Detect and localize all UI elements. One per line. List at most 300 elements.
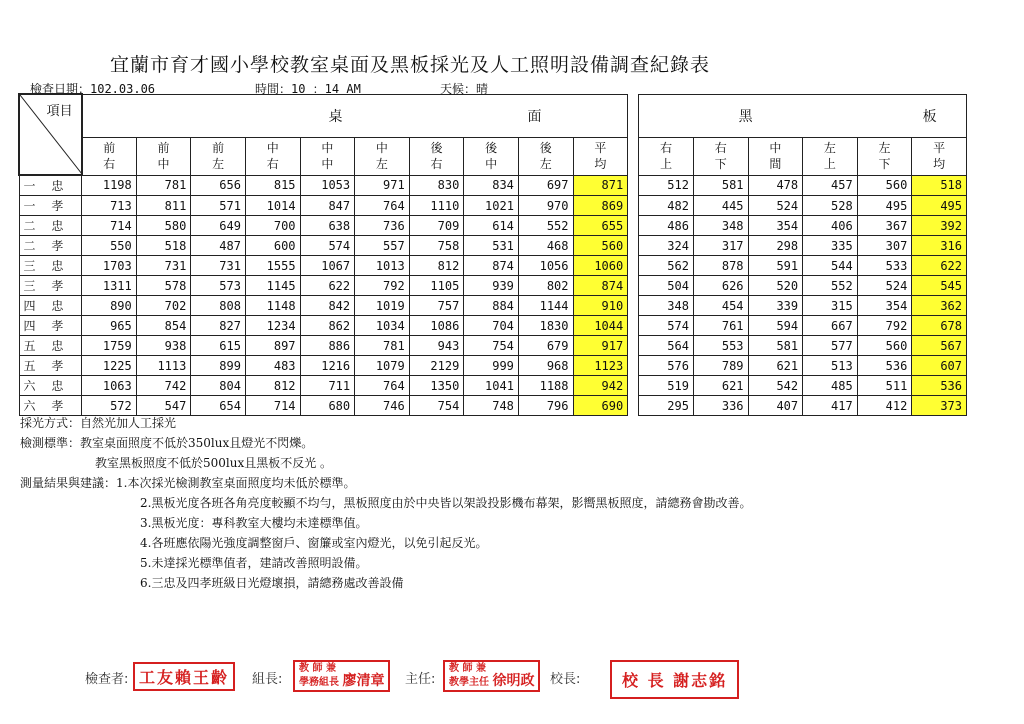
board-value-cell: 761 — [693, 316, 748, 336]
desk-value-cell: 970 — [518, 196, 573, 216]
board-value-cell: 576 — [639, 356, 694, 376]
table-row — [19, 175, 967, 196]
board-value-cell: 504 — [639, 276, 694, 296]
desk-value-cell: 600 — [245, 236, 300, 256]
desk-value-cell: 792 — [355, 276, 410, 296]
board-value-cell: 417 — [803, 396, 858, 416]
desk-value-cell: 971 — [355, 175, 410, 196]
desk-col-header-char: 右 — [266, 157, 279, 171]
suggestion-2: 2.黑板光度各班各角亮度較顯不均勻，黑板照度由於中央皆以架設投影機布幕架，影嚮黑板照度，請總務會勘改善。 — [140, 496, 752, 510]
desk-value-cell: 1013 — [355, 256, 410, 276]
board-value-cell: 512 — [639, 175, 694, 196]
board-value-cell: 581 — [748, 336, 803, 356]
desk-value-cell: 943 — [409, 336, 464, 356]
board-value-cell: 878 — [693, 256, 748, 276]
desk-average-cell: 690 — [573, 396, 628, 416]
board-value-cell: 544 — [803, 256, 858, 276]
desk-value-cell: 781 — [136, 175, 191, 196]
leader-stamp-name: 廖清章 — [342, 673, 385, 689]
desk-value-cell: 714 — [82, 216, 137, 236]
leader-stamp-top: 教 師 兼 — [299, 663, 336, 674]
board-average-cell: 392 — [912, 216, 967, 236]
board-average-cell: 622 — [912, 256, 967, 276]
director-stamp-top: 教 師 兼 — [449, 663, 486, 674]
board-average-cell: 678 — [912, 316, 967, 336]
desk-value-cell: 1105 — [409, 276, 464, 296]
board-col-header-char: 均 — [933, 157, 946, 171]
board-value-cell: 324 — [639, 236, 694, 256]
desk-value-cell: 1079 — [355, 356, 410, 376]
section-gap-cell — [628, 216, 639, 236]
desk-col-header — [355, 137, 410, 175]
desk-value-cell: 781 — [355, 336, 410, 356]
desk-col-header-char: 後 — [485, 141, 498, 155]
inspection-weather: 天候：晴 — [440, 82, 489, 96]
class-name-cell: 三 忠 — [19, 256, 82, 276]
board-value-cell: 317 — [693, 236, 748, 256]
desk-average-cell: 1060 — [573, 256, 628, 276]
table-body — [19, 175, 967, 416]
desk-value-cell: 939 — [464, 276, 519, 296]
desk-value-cell: 1225 — [82, 356, 137, 376]
board-value-cell: 626 — [693, 276, 748, 296]
board-average-cell: 316 — [912, 236, 967, 256]
board-value-cell: 560 — [857, 175, 912, 196]
desk-value-cell: 854 — [136, 316, 191, 336]
desk-value-cell: 758 — [409, 236, 464, 256]
board-title-a: 黑 — [738, 108, 753, 125]
table-row — [19, 296, 967, 316]
desk-value-cell: 680 — [300, 396, 355, 416]
board-value-cell: 315 — [803, 296, 858, 316]
section-gap-cell — [628, 256, 639, 276]
board-col-header-char: 間 — [769, 157, 782, 171]
desk-average-cell: 917 — [573, 336, 628, 356]
board-value-cell: 581 — [693, 175, 748, 196]
board-value-cell: 533 — [857, 256, 912, 276]
desk-value-cell: 468 — [518, 236, 573, 256]
desk-value-cell: 1145 — [245, 276, 300, 296]
table-row — [19, 356, 967, 376]
principal-stamp: 校 長 謝志銘 — [610, 660, 739, 699]
inspection-date: 檢查日期：102.03.06 — [30, 82, 156, 96]
board-value-cell: 335 — [803, 236, 858, 256]
desk-value-cell: 1021 — [464, 196, 519, 216]
desk-average-cell: 874 — [573, 276, 628, 296]
principal-label: 校長: — [550, 672, 581, 687]
desk-value-cell: 842 — [300, 296, 355, 316]
desk-value-cell: 748 — [464, 396, 519, 416]
desk-col-header — [82, 137, 137, 175]
desk-value-cell: 580 — [136, 216, 191, 236]
desk-value-cell: 531 — [464, 236, 519, 256]
desk-value-cell: 968 — [518, 356, 573, 376]
board-col-header-char: 左 — [823, 141, 836, 155]
board-value-cell: 542 — [748, 376, 803, 396]
desk-average-cell: 910 — [573, 296, 628, 316]
table-row — [19, 316, 967, 336]
desk-value-cell: 890 — [82, 296, 137, 316]
board-average-cell: 545 — [912, 276, 967, 296]
desk-value-cell: 547 — [136, 396, 191, 416]
board-value-cell: 298 — [748, 236, 803, 256]
board-value-cell: 524 — [748, 196, 803, 216]
desk-value-cell: 897 — [245, 336, 300, 356]
board-value-cell: 574 — [639, 316, 694, 336]
desk-value-cell: 731 — [191, 256, 246, 276]
board-value-cell: 792 — [857, 316, 912, 336]
desk-value-cell: 700 — [245, 216, 300, 236]
table-row — [19, 196, 967, 216]
board-average-cell: 567 — [912, 336, 967, 356]
desk-title-b: 面 — [527, 108, 542, 125]
desk-value-cell: 884 — [464, 296, 519, 316]
desk-value-cell: 862 — [300, 316, 355, 336]
board-value-cell: 339 — [748, 296, 803, 316]
desk-col-header-char: 中 — [321, 141, 334, 155]
class-name-cell: 四 孝 — [19, 316, 82, 336]
board-value-cell: 536 — [857, 356, 912, 376]
desk-col-header-char: 後 — [539, 141, 552, 155]
desk-value-cell: 804 — [191, 376, 246, 396]
column-header-row — [19, 137, 967, 175]
desk-value-cell: 757 — [409, 296, 464, 316]
board-col-header-char: 左 — [878, 141, 891, 155]
board-value-cell: 348 — [693, 216, 748, 236]
section-gap-cell — [628, 356, 639, 376]
board-title-b: 板 — [922, 108, 937, 125]
desk-average-cell: 942 — [573, 376, 628, 396]
desk-value-cell: 796 — [518, 396, 573, 416]
desk-value-cell: 899 — [191, 356, 246, 376]
board-value-cell: 513 — [803, 356, 858, 376]
board-value-cell: 511 — [857, 376, 912, 396]
suggestion-3: 3.黑板光度：專科教室大樓均未達標準值。 — [140, 516, 368, 530]
desk-col-header-char: 均 — [594, 157, 607, 171]
leader-stamp — [293, 660, 390, 692]
inspector-stamp: 工友賴王齡 — [133, 662, 235, 691]
board-value-cell: 336 — [693, 396, 748, 416]
desk-average-cell: 869 — [573, 196, 628, 216]
desk-value-cell: 1148 — [245, 296, 300, 316]
board-value-cell: 667 — [803, 316, 858, 336]
director-stamp-name: 徐明政 — [492, 673, 535, 689]
desk-col-header-char: 前 — [212, 141, 225, 155]
desk-col-header-char: 後 — [430, 141, 443, 155]
director-label: 主任: — [405, 672, 436, 687]
desk-value-cell: 704 — [464, 316, 519, 336]
notes-section — [20, 413, 751, 593]
desk-value-cell: 764 — [355, 196, 410, 216]
corner-label: 項目 — [46, 104, 73, 119]
desk-value-cell: 1053 — [300, 175, 355, 196]
board-col-header — [748, 137, 803, 175]
class-name-cell: 一 孝 — [19, 196, 82, 216]
board-col-header — [912, 137, 967, 175]
desk-value-cell: 830 — [409, 175, 464, 196]
board-average-cell: 362 — [912, 296, 967, 316]
desk-col-header-char: 左 — [539, 157, 552, 171]
suggestion-1-row — [20, 473, 751, 493]
board-value-cell: 528 — [803, 196, 858, 216]
suggestion-1: 1.本次採光檢測教室桌面照度均未低於標準。 — [116, 476, 356, 490]
desk-average-cell: 560 — [573, 236, 628, 256]
desk-value-cell: 2129 — [409, 356, 464, 376]
class-name-cell: 五 孝 — [19, 356, 82, 376]
desk-value-cell: 615 — [191, 336, 246, 356]
board-value-cell: 486 — [639, 216, 694, 236]
desk-value-cell: 1311 — [82, 276, 137, 296]
desk-value-cell: 702 — [136, 296, 191, 316]
desk-value-cell: 483 — [245, 356, 300, 376]
board-average-cell: 607 — [912, 356, 967, 376]
desk-value-cell: 764 — [355, 376, 410, 396]
desk-value-cell: 834 — [464, 175, 519, 196]
corner-header-cell — [19, 94, 82, 175]
board-value-cell: 562 — [639, 256, 694, 276]
desk-col-header-char: 中 — [375, 141, 388, 155]
table-row — [19, 236, 967, 256]
board-value-cell: 552 — [803, 276, 858, 296]
section-gap-cell — [628, 175, 639, 196]
desk-value-cell: 1110 — [409, 196, 464, 216]
desk-value-cell: 812 — [245, 376, 300, 396]
board-col-header-char: 下 — [878, 157, 891, 171]
director-stamp — [443, 660, 540, 692]
section-gap-cell — [628, 296, 639, 316]
board-value-cell: 591 — [748, 256, 803, 276]
table-row — [19, 276, 967, 296]
desk-col-header — [464, 137, 519, 175]
desk-col-header-char: 右 — [430, 157, 443, 171]
signature-area — [0, 660, 1024, 700]
board-value-cell: 295 — [639, 396, 694, 416]
desk-value-cell: 697 — [518, 175, 573, 196]
lighting-method: 採光方式：自然光加人工採光 — [20, 416, 177, 430]
board-value-cell: 520 — [748, 276, 803, 296]
class-name-cell: 六 忠 — [19, 376, 82, 396]
class-name-cell: 二 孝 — [19, 236, 82, 256]
class-name-cell: 二 忠 — [19, 216, 82, 236]
table-row — [19, 216, 967, 236]
section-gap-cell — [628, 276, 639, 296]
desk-col-header — [300, 137, 355, 175]
desk-col-header — [409, 137, 464, 175]
desk-col-header — [573, 137, 628, 175]
desk-col-header-char: 左 — [375, 157, 388, 171]
board-value-cell: 789 — [693, 356, 748, 376]
desk-value-cell: 1019 — [355, 296, 410, 316]
board-value-cell: 577 — [803, 336, 858, 356]
class-name-cell: 三 孝 — [19, 276, 82, 296]
board-value-cell: 457 — [803, 175, 858, 196]
desk-value-cell: 811 — [136, 196, 191, 216]
board-value-cell: 354 — [857, 296, 912, 316]
board-value-cell: 406 — [803, 216, 858, 236]
desk-title-a: 桌 — [328, 108, 343, 125]
section-header-row — [19, 94, 967, 137]
suggestion-6: 6.三忠及四孝班級日光燈壞損，請總務處改善設備 — [140, 576, 404, 590]
desk-value-cell: 1703 — [82, 256, 137, 276]
desk-value-cell: 1188 — [518, 376, 573, 396]
board-value-cell: 621 — [748, 356, 803, 376]
desk-value-cell: 874 — [464, 256, 519, 276]
desk-value-cell: 1063 — [82, 376, 137, 396]
class-name-cell: 五 忠 — [19, 336, 82, 356]
desk-section-header — [82, 94, 628, 137]
desk-col-header-char: 中 — [321, 157, 334, 171]
standard-desk: 檢測標準：教室桌面照度不低於350lux且燈光不閃爍。 — [20, 436, 314, 450]
desk-average-cell: 871 — [573, 175, 628, 196]
leader-label: 組長: — [252, 672, 283, 687]
section-gap-cell — [628, 316, 639, 336]
desk-value-cell: 1555 — [245, 256, 300, 276]
desk-value-cell: 808 — [191, 296, 246, 316]
board-col-header — [639, 137, 694, 175]
desk-value-cell: 1759 — [82, 336, 137, 356]
desk-value-cell: 1198 — [82, 175, 137, 196]
board-value-cell: 445 — [693, 196, 748, 216]
board-value-cell: 367 — [857, 216, 912, 236]
board-value-cell: 564 — [639, 336, 694, 356]
section-gap-cell — [628, 236, 639, 256]
desk-value-cell: 654 — [191, 396, 246, 416]
board-value-cell: 478 — [748, 175, 803, 196]
desk-value-cell: 812 — [409, 256, 464, 276]
standard-board: 教室黑板照度不低於500lux且黑板不反光 。 — [95, 456, 333, 470]
document-title: 宜蘭市育才國小學校教室桌面及黑板採光及人工照明設備調查紀錄表 — [109, 54, 710, 76]
board-value-cell: 495 — [857, 196, 912, 216]
board-value-cell: 621 — [693, 376, 748, 396]
lighting-survey-table — [18, 93, 967, 416]
desk-value-cell: 679 — [518, 336, 573, 356]
board-col-header-char: 上 — [660, 157, 673, 171]
desk-average-cell: 655 — [573, 216, 628, 236]
desk-value-cell: 713 — [82, 196, 137, 216]
director-stamp-bottom: 教學主任 — [449, 677, 489, 688]
desk-col-header-char: 左 — [212, 157, 225, 171]
desk-value-cell: 1086 — [409, 316, 464, 336]
board-col-header-char: 上 — [823, 157, 836, 171]
board-average-cell: 495 — [912, 196, 967, 216]
desk-value-cell: 614 — [464, 216, 519, 236]
desk-value-cell: 802 — [518, 276, 573, 296]
desk-col-header-char: 中 — [157, 157, 170, 171]
board-col-header — [857, 137, 912, 175]
board-value-cell: 412 — [857, 396, 912, 416]
board-value-cell: 594 — [748, 316, 803, 336]
section-gap-cell — [628, 376, 639, 396]
desk-value-cell: 1113 — [136, 356, 191, 376]
inspection-time: 時間：10 ：14 AM — [255, 82, 361, 96]
board-col-header-char: 平 — [933, 141, 946, 155]
desk-value-cell: 827 — [191, 316, 246, 336]
desk-value-cell: 1144 — [518, 296, 573, 316]
desk-col-header — [191, 137, 246, 175]
class-name-cell: 六 孝 — [19, 396, 82, 416]
desk-value-cell: 622 — [300, 276, 355, 296]
desk-value-cell: 638 — [300, 216, 355, 236]
desk-value-cell: 1056 — [518, 256, 573, 276]
desk-value-cell: 731 — [136, 256, 191, 276]
board-col-header-char: 下 — [714, 157, 727, 171]
table-row — [19, 256, 967, 276]
section-gap — [628, 94, 639, 175]
board-value-cell: 307 — [857, 236, 912, 256]
desk-value-cell: 649 — [191, 216, 246, 236]
board-value-cell: 354 — [748, 216, 803, 236]
desk-col-header-char: 中 — [485, 157, 498, 171]
desk-value-cell: 754 — [464, 336, 519, 356]
desk-value-cell: 709 — [409, 216, 464, 236]
desk-average-cell: 1044 — [573, 316, 628, 336]
leader-stamp-bottom: 學務組長 — [299, 677, 339, 688]
desk-value-cell: 1234 — [245, 316, 300, 336]
desk-col-header — [136, 137, 191, 175]
desk-col-header-char: 前 — [157, 141, 170, 155]
desk-value-cell: 574 — [300, 236, 355, 256]
desk-value-cell: 965 — [82, 316, 137, 336]
board-section-header — [639, 94, 967, 137]
board-value-cell: 553 — [693, 336, 748, 356]
desk-value-cell: 711 — [300, 376, 355, 396]
board-col-header-char: 右 — [714, 141, 727, 155]
desk-col-header-char: 右 — [103, 157, 116, 171]
class-name-cell: 四 忠 — [19, 296, 82, 316]
desk-value-cell: 1014 — [245, 196, 300, 216]
desk-value-cell: 815 — [245, 175, 300, 196]
desk-col-header — [518, 137, 573, 175]
desk-value-cell: 578 — [136, 276, 191, 296]
board-value-cell: 519 — [639, 376, 694, 396]
desk-col-header — [245, 137, 300, 175]
board-value-cell: 482 — [639, 196, 694, 216]
desk-col-header-char: 中 — [266, 141, 279, 155]
suggestion-5: 5.未達採光標準值者，建請改善照明設備。 — [140, 556, 368, 570]
board-col-header-char: 中 — [769, 141, 782, 155]
table-row — [19, 376, 967, 396]
board-value-cell: 454 — [693, 296, 748, 316]
board-value-cell: 407 — [748, 396, 803, 416]
section-gap-cell — [628, 196, 639, 216]
board-col-header — [803, 137, 858, 175]
desk-value-cell: 886 — [300, 336, 355, 356]
board-value-cell: 524 — [857, 276, 912, 296]
board-value-cell: 348 — [639, 296, 694, 316]
table-row — [19, 336, 967, 356]
desk-average-cell: 1123 — [573, 356, 628, 376]
desk-value-cell: 656 — [191, 175, 246, 196]
desk-value-cell: 714 — [245, 396, 300, 416]
desk-value-cell: 573 — [191, 276, 246, 296]
desk-value-cell: 487 — [191, 236, 246, 256]
desk-value-cell: 938 — [136, 336, 191, 356]
desk-value-cell: 746 — [355, 396, 410, 416]
desk-value-cell: 572 — [82, 396, 137, 416]
board-value-cell: 560 — [857, 336, 912, 356]
desk-value-cell: 1041 — [464, 376, 519, 396]
desk-value-cell: 736 — [355, 216, 410, 236]
desk-col-header-char: 平 — [594, 141, 607, 155]
board-average-cell: 536 — [912, 376, 967, 396]
desk-value-cell: 847 — [300, 196, 355, 216]
desk-value-cell: 1830 — [518, 316, 573, 336]
desk-value-cell: 1034 — [355, 316, 410, 336]
desk-value-cell: 742 — [136, 376, 191, 396]
desk-value-cell: 1067 — [300, 256, 355, 276]
desk-col-header-char: 前 — [103, 141, 116, 155]
board-value-cell: 485 — [803, 376, 858, 396]
